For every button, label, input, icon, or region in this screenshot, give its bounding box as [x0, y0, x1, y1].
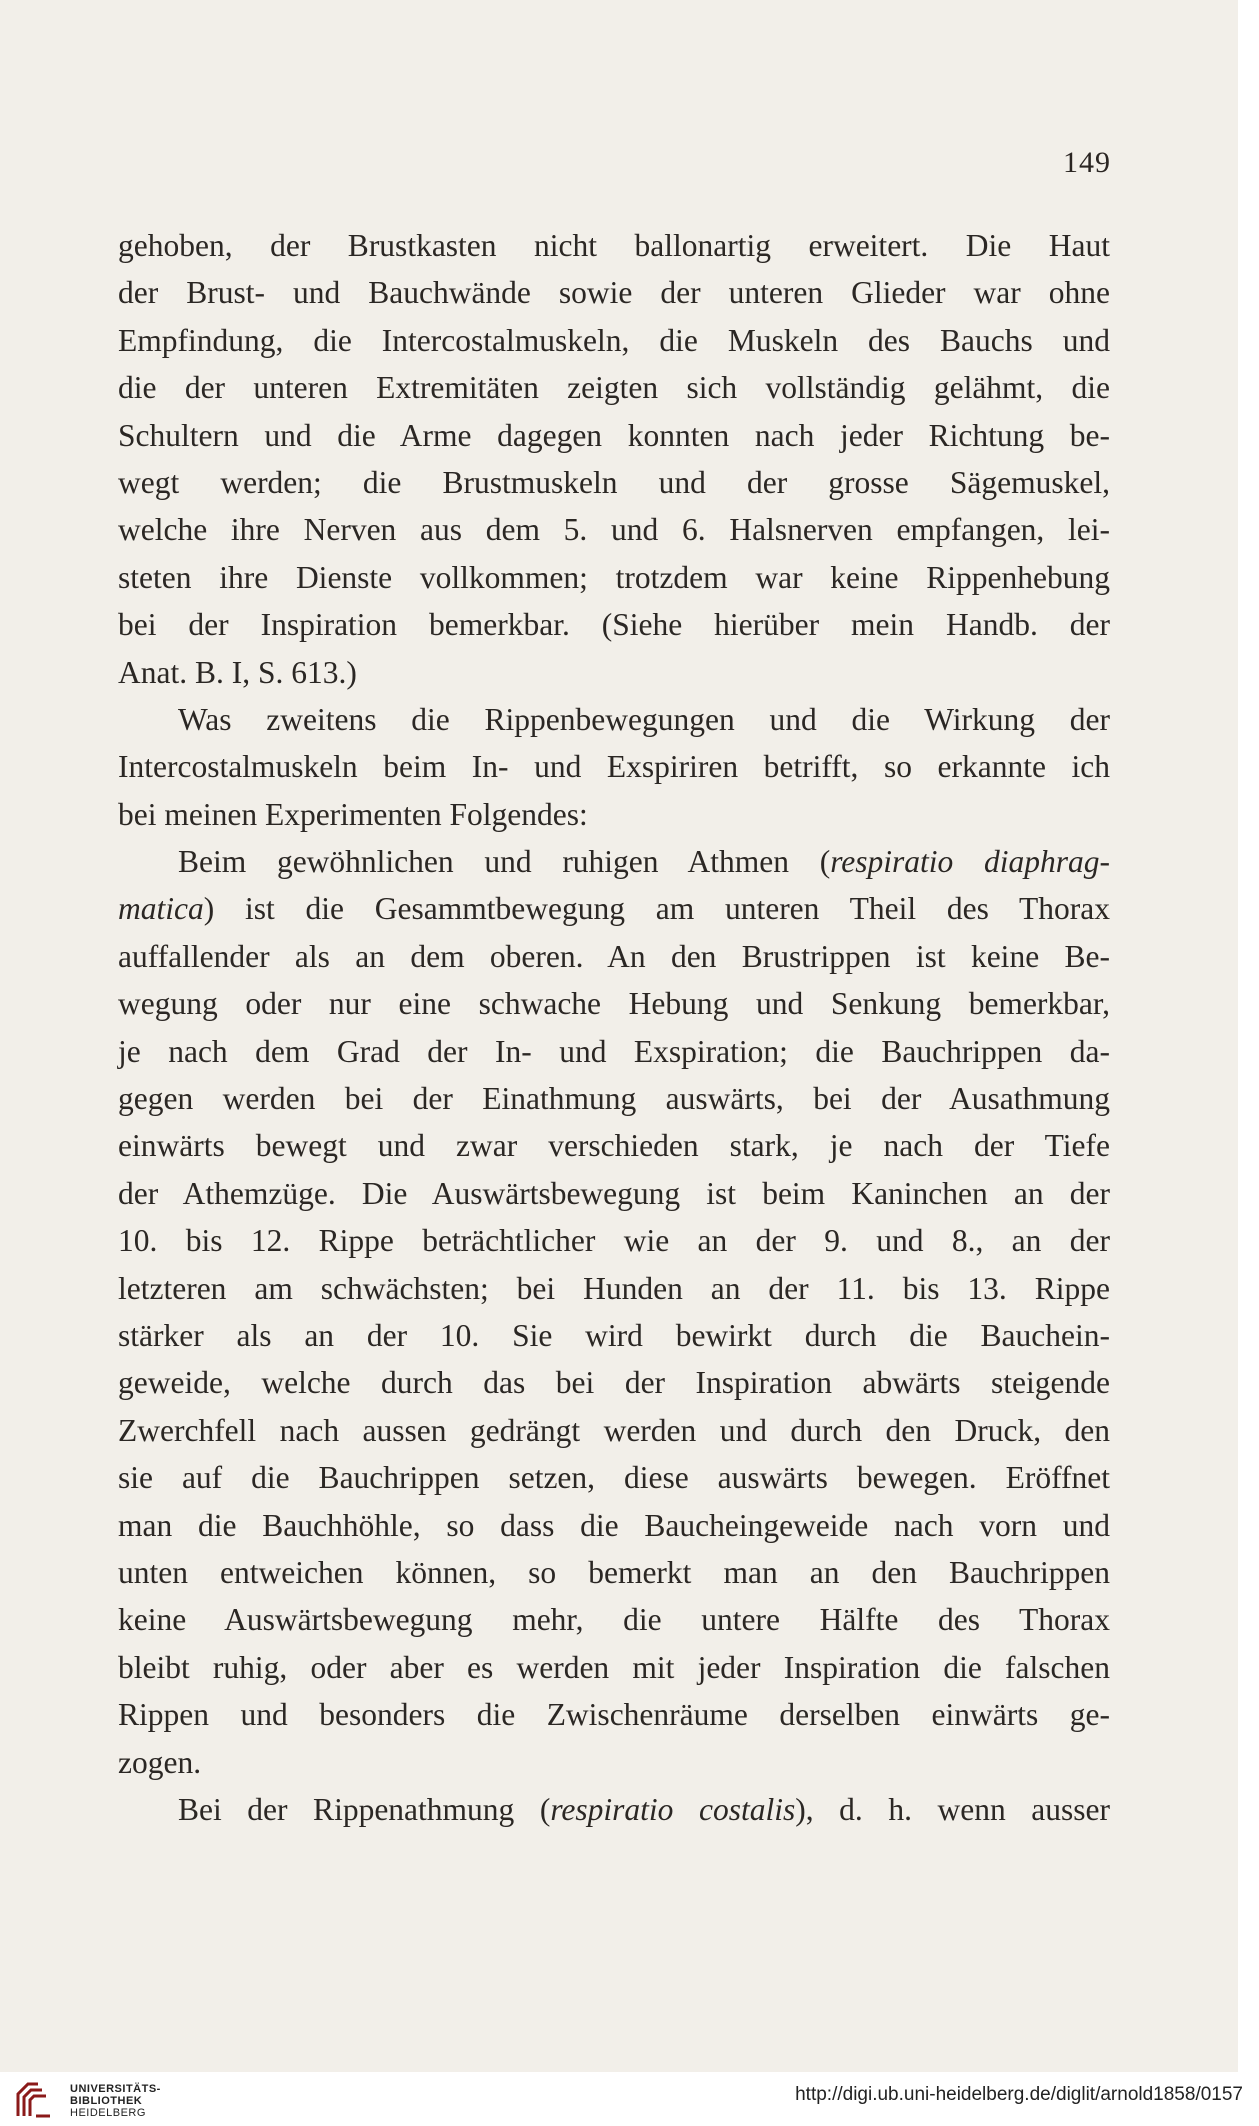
- text-line: gegen werden bei der Einathmung auswärts, bei der Ausathmung: [118, 1081, 1110, 1117]
- body-text: [118, 222, 1110, 1833]
- text-line: keine Auswärtsbewegung mehr, die untere Hälfte des Thorax: [118, 1602, 1110, 1638]
- page-edge: [1238, 0, 1259, 2126]
- text-line: zogen.: [118, 1744, 202, 1780]
- text-line: Rippen und besonders die Zwischenräume derselben einwärts ge-: [118, 1697, 1110, 1733]
- text-line: steten ihre Dienste vollkommen; trotzdem war keine Rippenhebung: [118, 559, 1110, 595]
- text-line: Anat. B. I, S. 613.): [118, 654, 357, 690]
- text-line: der Brust- und Bauchwände sowie der unteren Glieder war ohne: [118, 275, 1110, 311]
- text-line: je nach dem Grad der In- und Exspiration; die Bauchrippen da-: [118, 1033, 1110, 1069]
- text-line: man die Bauchhöhle, so dass die Baucheingeweide nach vorn und: [118, 1507, 1110, 1543]
- text-line: geweide, welche durch das bei der Inspiration abwärts steigende: [118, 1365, 1110, 1401]
- text-line: matica) ist die Gesammtbewegung am unteren Theil des Thorax: [118, 891, 1110, 927]
- library-name-line: BIBLIOTHEK: [70, 2095, 143, 2107]
- text-line: wegung oder nur eine schwache Hebung und Senkung bemerkbar,: [118, 986, 1110, 1022]
- text-line: Was zweitens die Rippenbewegungen und die Wirkung der: [178, 701, 1110, 737]
- text-line: Intercostalmuskeln beim In- und Exspiriren betrifft, so erkannte ich: [118, 749, 1110, 785]
- text-line: Beim gewöhnlichen und ruhigen Athmen (respiratio diaphrag-: [178, 844, 1111, 880]
- page-number: 149: [1063, 146, 1111, 179]
- text-line: einwärts bewegt und zwar verschieden stark, je nach der Tiefe: [118, 1128, 1110, 1164]
- source-url-link[interactable]: http://digi.ub.uni-heidelberg.de/diglit/arnold1858/0157: [795, 2084, 1243, 2105]
- text-line: welche ihre Nerven aus dem 5. und 6. Halsnerven empfangen, lei-: [118, 512, 1110, 548]
- text-line: stärker als an der 10. Sie wird bewirkt durch die Bauchein-: [118, 1317, 1110, 1353]
- text-line: letzteren am schwächsten; bei Hunden an der 11. bis 13. Rippe: [118, 1270, 1110, 1306]
- text-line: die der unteren Extremitäten zeigten sich vollständig gelähmt, die: [118, 370, 1110, 406]
- text-line: bei der Inspiration bemerkbar. (Siehe hierüber mein Handb. der: [118, 607, 1110, 643]
- text-line: auffallender als an dem oberen. An den Brustrippen ist keine Be-: [118, 938, 1110, 974]
- text-line: Bei der Rippenathmung (respiratio costalis), d. h. wenn ausser: [178, 1791, 1110, 1827]
- text-line: 10. bis 12. Rippe beträchtlicher wie an der 9. und 8., an der: [118, 1223, 1110, 1259]
- text-line: unten entweichen können, so bemerkt man an den Bauchrippen: [118, 1554, 1110, 1590]
- library-logo-icon: [14, 2080, 58, 2120]
- text-line: bleibt ruhig, oder aber es werden mit jeder Inspiration die falschen: [118, 1649, 1110, 1685]
- library-name-line: HEIDELBERG: [70, 2107, 146, 2119]
- library-name: [70, 2083, 161, 2119]
- text-line: sie auf die Bauchrippen setzen, diese auswärts bewegen. Eröffnet: [118, 1460, 1110, 1496]
- library-name-line: UNIVERSITÄTS-: [70, 2083, 161, 2095]
- text-line: Schultern und die Arme dagegen konnten nach jeder Richtung be-: [118, 417, 1110, 453]
- text-line: der Athemzüge. Die Auswärtsbewegung ist beim Kaninchen an der: [118, 1175, 1110, 1211]
- text-line: bei meinen Experimenten Folgendes:: [118, 796, 588, 832]
- text-line: Zwerchfell nach aussen gedrängt werden und durch den Druck, den: [118, 1412, 1110, 1448]
- text-line: gehoben, der Brustkasten nicht ballonartig erweitert. Die Haut: [118, 228, 1110, 263]
- text-line: Empfindung, die Intercostalmuskeln, die Muskeln des Bauchs und: [118, 322, 1110, 358]
- text-line: wegt werden; die Brustmuskeln und der grosse Sägemuskel,: [118, 464, 1110, 500]
